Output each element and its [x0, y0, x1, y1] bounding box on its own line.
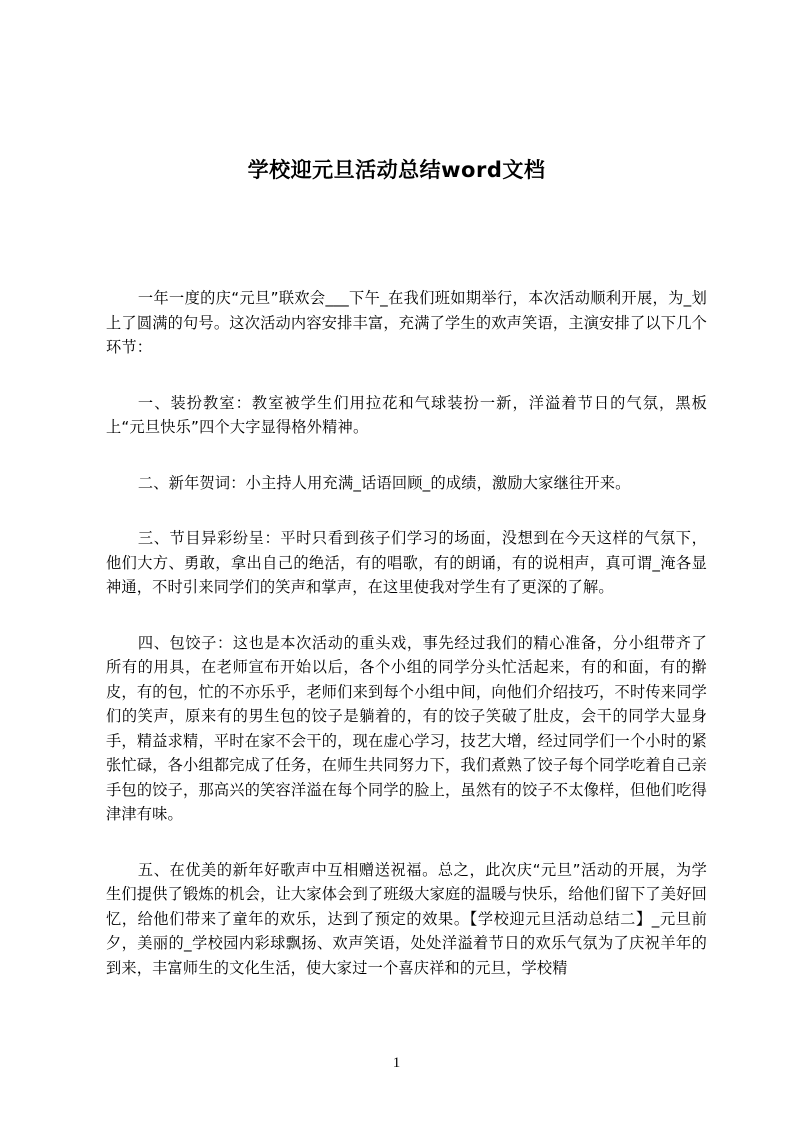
paragraph-intro: 一年一度的庆“元旦”联欢会___下午_在我们班如期举行，本次活动顺利开展，为_划上了圆满的句号。这次活动内容安排丰富，充满了学生的欢声笑语，主演安排了以下几个环节：: [106, 289, 707, 356]
paragraph-new-year-speech: 二、新年贺词：小主持人用充满_话语回顾_的成绩，激励大家继往开来。: [137, 473, 631, 492]
page-number: 1: [392, 1055, 401, 1071]
paragraph-decorate-classroom: 一、装扮教室：教室被学生们用拉花和气球装扮一新，洋溢着节日的气氛，黑板上“元旦快乐”四个大字显得格外精神。: [106, 393, 707, 436]
document-title: 学校迎元旦活动总结word文档: [247, 158, 546, 183]
paragraph-blessings: 五、在优美的新年好歌声中互相赠送祝福。总之，此次庆“元旦”活动的开展，为学生们提供了锻炼的机会，让大家体会到了班级大家庭的温暖与快乐，给他们留下了美好回忆，给他们带来了童年的欢乐，达到了预定的效果。【学校迎元旦活动总结二】_元旦前夕，美丽的_学校园内彩球飘扬、欢声笑语，处处洋溢着节日的欢乐气氛为了庆祝羊年的到来，丰富师生的文化生活，使大家过一个喜庆祥和的元旦，学校精: [106, 860, 707, 977]
paragraph-dumplings: 四、包饺子：这也是本次活动的重头戏，事先经过我们的精心准备，分小组带齐了所有的用具，在老师宣布开始以后，各个小组的同学分头忙活起来，有的和面，有的擀皮，有的包，忙的不亦乐乎，老师们来到每个小组中间，向他们介绍技巧，不时传来同学们的笑声，原来有的男生包的饺子是躺着的，有的饺子笑破了肚皮，会干的同学大显身手，精益求精，平时在家不会干的，现在虚心学习，技艺大增，经过同学们一个小时的紧张忙碌，各小组都完成了任务，在师生共同努力下，我们煮熟了饺子每个同学吃着自己亲手包的饺子，那高兴的笑容洋溢在每个同学的脸上，虽然有的饺子不太像样，但他们吃得津津有味。: [106, 633, 707, 823]
paragraph-performances: 三、节目异彩纷呈：平时只看到孩子们学习的场面，没想到在今天这样的气氛下，他们大方、勇敢，拿出自己的绝活，有的唱歌，有的朗诵，有的说相声，真可谓_淹各显神通，不时引来同学们的笑声和掌声，在这里使我对学生有了更深的了解。: [106, 529, 707, 596]
document-body: [106, 286, 707, 1011]
